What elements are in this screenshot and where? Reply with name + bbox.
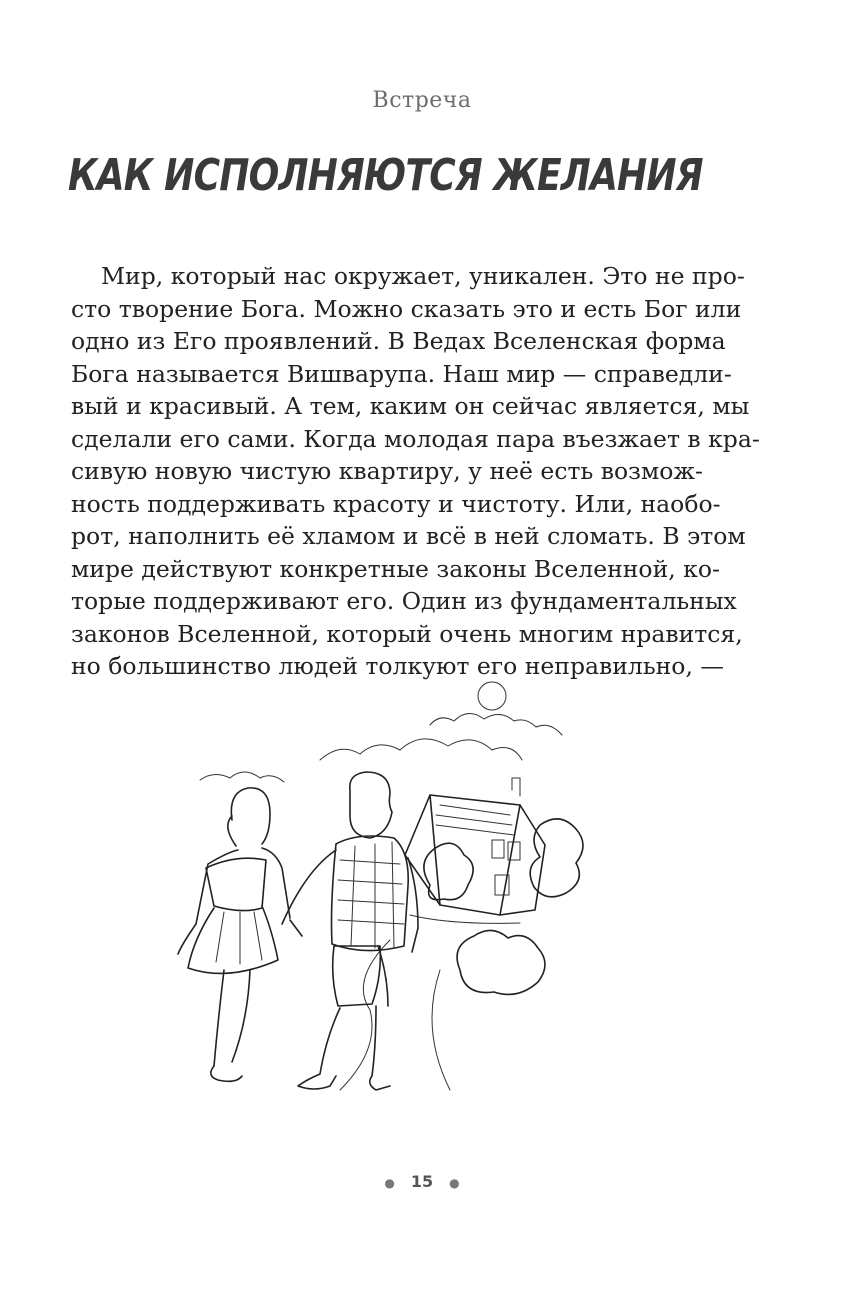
text-line: но большинство людей толкуют его неправильно, — (71, 652, 724, 680)
bullet-icon: ● (449, 1175, 460, 1190)
chapter-title: КАК ИСПОЛНЯЮТСЯ ЖЕЛАНИЯ (68, 150, 703, 201)
text-line: рот, наполнить её хламом и всё в ней сломать. В этом (71, 522, 746, 550)
page-number (0, 1172, 844, 1191)
text-line: сто творение Бога. Можно сказать это и есть Бог или (71, 294, 742, 323)
body-paragraph (71, 260, 760, 683)
text-line: мире действуют конкретные законы Вселенной, ко- (71, 554, 720, 583)
cloud-icon (430, 713, 562, 735)
text-line: Бога называется Вишварупа. Наш мир — справедли- (71, 359, 732, 388)
bush-icon (457, 930, 545, 994)
text-line: Мир, который нас окружает, уникален. Это не про- (101, 262, 745, 290)
text-line: одно из Его проявлений. В Ведах Вселенская форма (71, 327, 726, 355)
page-number-value: 15 (410, 1172, 434, 1191)
text-line: законов Вселенной, который очень многим нравится, (71, 619, 743, 648)
woman-figure (178, 788, 302, 1081)
text-line: сделали его сами. Когда молодая пара въезжает в кра- (71, 424, 760, 453)
road-icon (340, 915, 520, 1090)
bullet-icon: ● (384, 1175, 395, 1190)
text-line: торые поддерживают его. Один из фундаментальных (71, 587, 737, 615)
text-line: вый и красивый. А тем, каким он сейчас является, мы (71, 392, 750, 420)
house-icon (405, 778, 545, 915)
man-figure (282, 772, 418, 1090)
section-header: Встреча (372, 88, 472, 113)
cloud-icon (200, 772, 284, 782)
text-line: ность поддерживать красоту и чистоту. Или, наобо- (71, 489, 721, 518)
couple-walking-illustration (140, 670, 620, 1110)
text-line: сивую новую чистую квартиру, у неё есть возмож- (71, 457, 703, 485)
sun-icon (478, 682, 506, 710)
cloud-icon (320, 739, 522, 760)
